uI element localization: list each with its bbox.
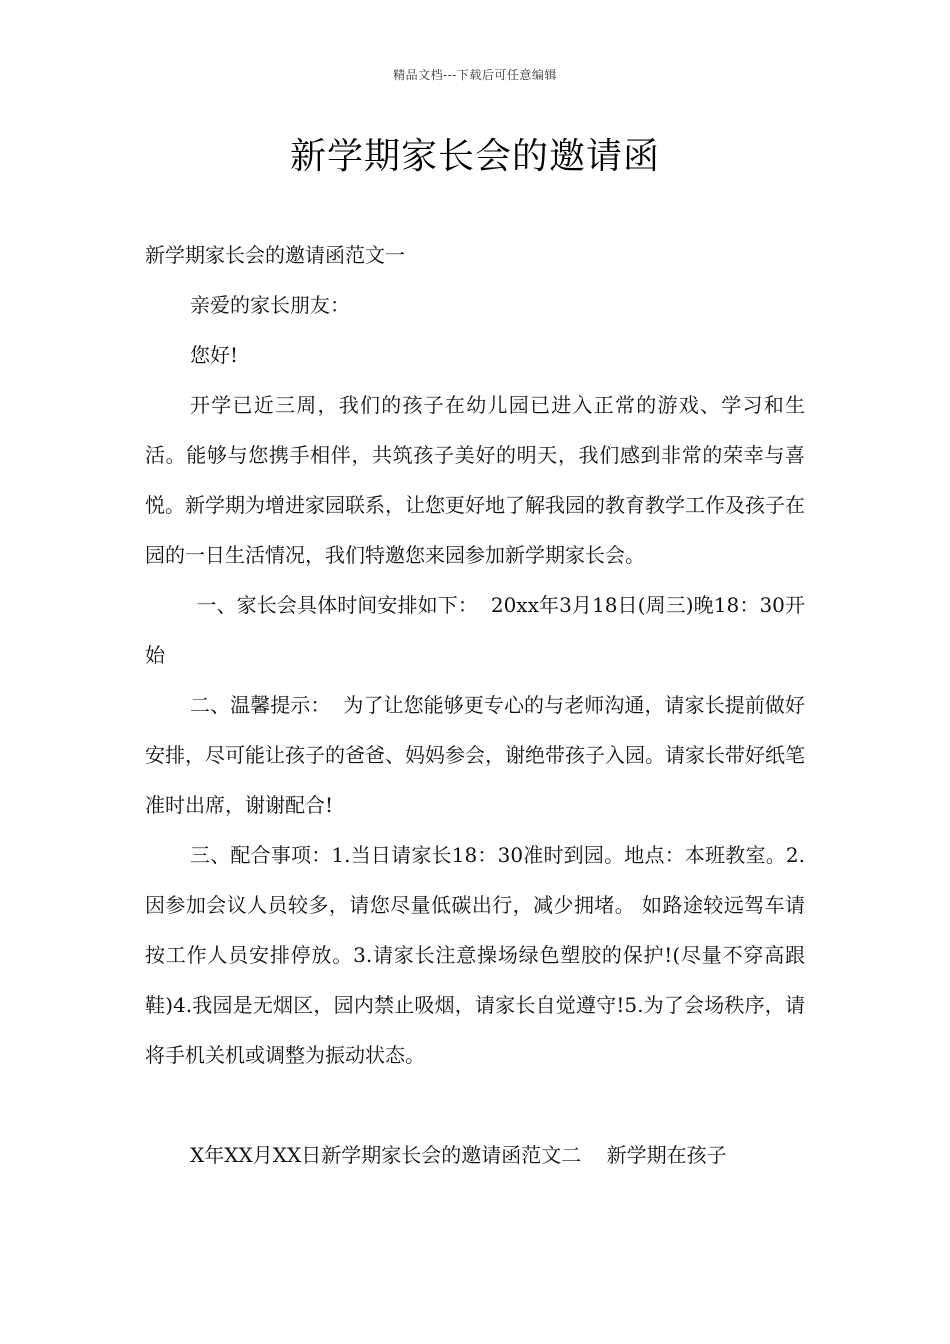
- document-title: 新学期家长会的邀请函: [289, 136, 660, 177]
- salutation: 亲爱的家长朋友：: [190, 293, 350, 317]
- header-note: 精品文档---下载后可任意编辑: [393, 68, 557, 82]
- matters-paragraph: 三、配合事项：1.当日请家长18：30准时到园。地点：本班教室。2.因参加会议人员较多，请您尽量低碳出行，减少拥堵。 如路途较远驾车请按工作人员安排停放。3.请家长注意操场绿色塑胶的保护!(尽量不穿高跟鞋)4.我园是无烟区，园内禁止吸烟，请家长自觉遵守!5.为了会场秩序，请将手机关机或调整为振动状态。: [145, 843, 805, 1067]
- tips-paragraph: 二、温馨提示： 为了让您能够更专心的与老师沟通，请家长提前做好安排，尽可能让孩子的爸爸、妈妈参会，谢绝带孩子入园。请家长带好纸笔准时出席，谢谢配合!: [145, 693, 805, 817]
- time-paragraph: 一、家长会具体时间安排如下： 20xx年3月18日(周三)晚18：30开始: [145, 593, 805, 667]
- closing-paragraph: X年XX月XX日新学期家长会的邀请函范文二 新学期在孩子: [190, 1143, 727, 1167]
- section-subtitle: 新学期家长会的邀请函范文一: [145, 243, 405, 267]
- greeting: 您好!: [190, 343, 239, 367]
- intro-paragraph: 开学已近三周，我们的孩子在幼儿园已进入正常的游戏、学习和生活。能够与您携手相伴，共筑孩子美好的明天，我们感到非常的荣幸与喜悦。新学期为增进家园联系，让您更好地了解我园的教育教学工作及孩子在园的一日生活情况，我们特邀您来园参加新学期家长会。: [145, 393, 805, 567]
- document-body: [145, 230, 805, 1180]
